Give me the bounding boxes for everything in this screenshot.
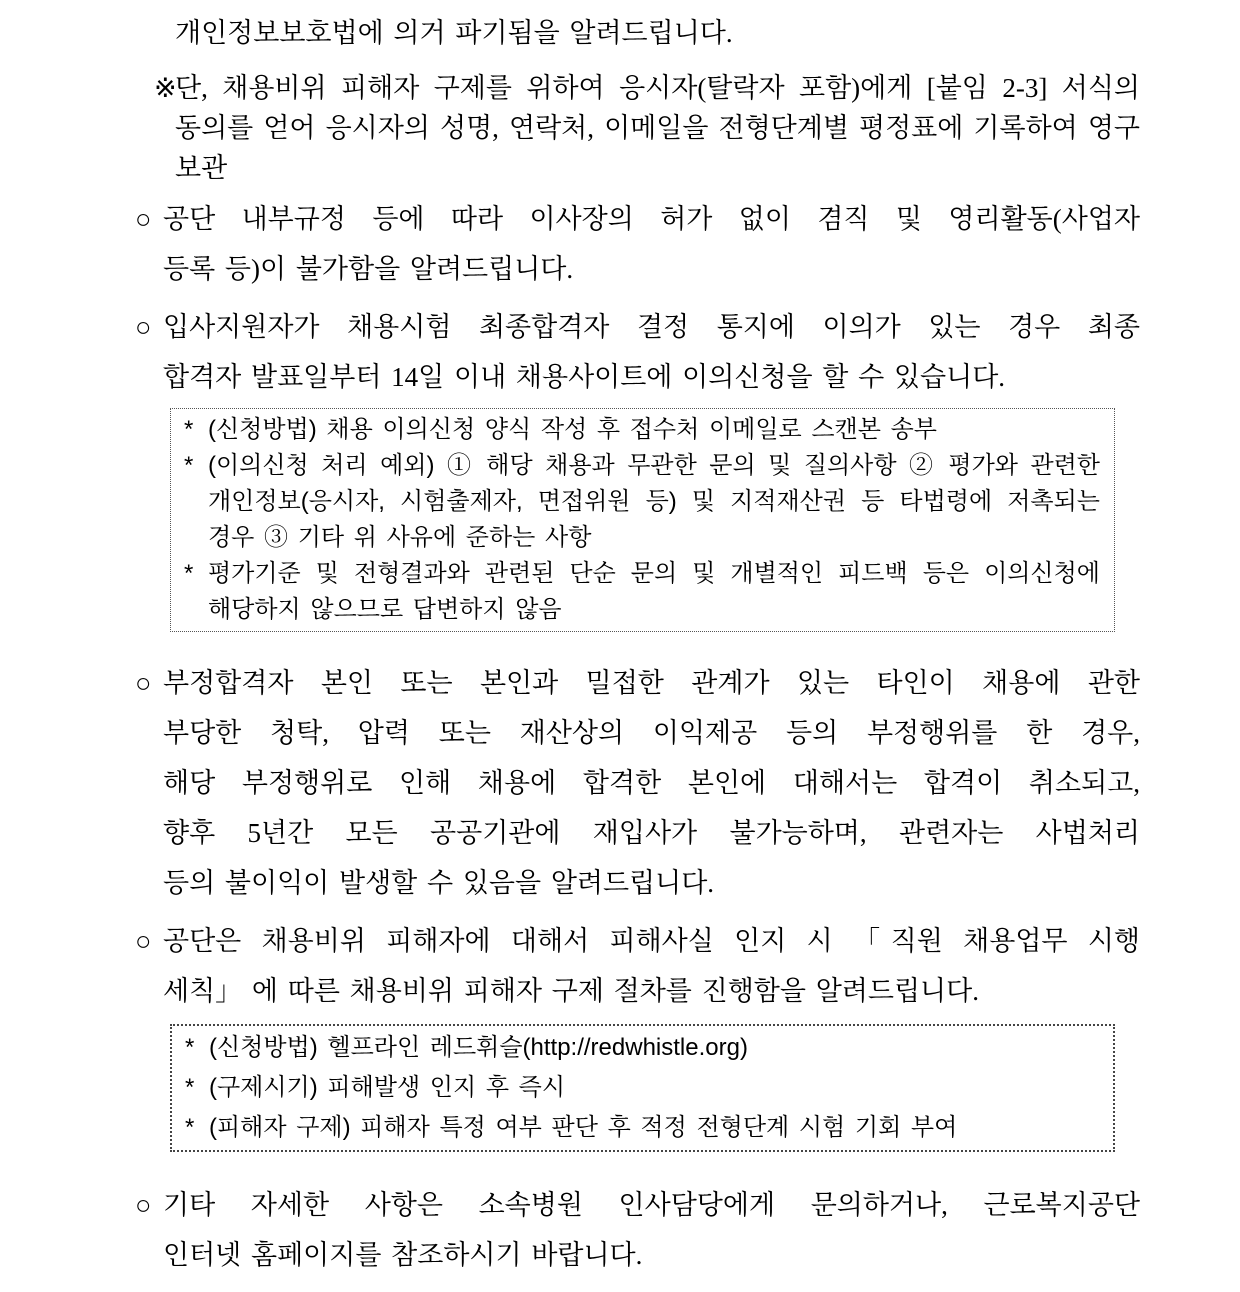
text-line: (이의신청 처리 예외) ① 해당 채용과 무관한 문의 및 질의사항 ② 평가와 관련한 xyxy=(208,452,1100,479)
asterisk-marker: * xyxy=(184,416,194,443)
paragraph-retention-notice xyxy=(175,8,1140,58)
asterisk-marker: * xyxy=(184,560,194,587)
text-line: 등의 불이익이 발생할 수 있음을 알려드립니다. xyxy=(163,868,715,898)
circle-bullet-marker: ○ xyxy=(135,668,152,698)
text-line: (신청방법) 헬프라인 레드휘슬(http://redwhistle.org) xyxy=(209,1034,748,1061)
text-line: 인터넷 홈페이지를 참조하시기 바랍니다. xyxy=(163,1240,643,1270)
bullet-fraud-cancellation xyxy=(135,658,1140,908)
reference-mark-icon: ※ xyxy=(154,73,177,103)
text-line: 해당하지 않으므로 답변하지 않음 xyxy=(208,596,562,623)
box-objection-procedure xyxy=(170,408,1115,632)
text-line: 부당한 청탁, 압력 또는 재산상의 이익제공 등의 부정행위를 한 경우, xyxy=(163,718,1140,748)
text-line: (구제시기) 피해발생 인지 후 즉시 xyxy=(209,1074,566,1101)
text-line: 단, 채용비위 피해자 구제를 위하여 응시자(탈락자 포함)에게 [붙임 2-3] 서식의 xyxy=(175,73,1140,103)
asterisk-marker: * xyxy=(185,1114,195,1141)
circle-bullet-marker: ○ xyxy=(135,312,152,342)
text-line: 향후 5년간 모든 공공기관에 재입사가 불가능하며, 관련자는 사법처리 xyxy=(163,818,1140,848)
box-relief-procedure xyxy=(170,1024,1115,1152)
text-line: 공단 내부규정 등에 따라 이사장의 허가 없이 겸직 및 영리활동(사업자 xyxy=(163,204,1140,234)
text-line: 부정합격자 본인 또는 본인과 밀접한 관계가 있는 타인이 채용에 관한 xyxy=(163,668,1140,698)
text-line: 보관 xyxy=(175,153,228,183)
asterisk-marker: * xyxy=(185,1074,195,1101)
list-item xyxy=(182,1108,1099,1148)
list-item xyxy=(181,448,1100,556)
bullet-objection-period xyxy=(135,302,1140,402)
text-line: 동의를 얻어 응시자의 성명, 연락처, 이메일을 전형단계별 평정표에 기록하여 영구 xyxy=(175,113,1140,143)
text-line: 공단은 채용비위 피해자에 대해서 피해사실 인지 시 「직원 채용업무 시행 xyxy=(163,926,1140,956)
list-item xyxy=(182,1068,1099,1108)
text-line: 경우 ③ 기타 위 사유에 준하는 사항 xyxy=(208,524,592,551)
circle-bullet-marker: ○ xyxy=(135,1190,152,1220)
list-item xyxy=(182,1028,1099,1068)
text-line: 개인정보보호법에 의거 파기됨을 알려드립니다. xyxy=(175,18,733,48)
bullet-contact-info xyxy=(135,1180,1140,1280)
bullet-victim-relief xyxy=(135,916,1140,1016)
text-line: 해당 부정행위로 인해 채용에 합격한 본인에 대해서는 합격이 취소되고, xyxy=(163,768,1140,798)
note-victim-relief-exception xyxy=(154,68,1140,188)
text-line: (피해자 구제) 피해자 특정 여부 판단 후 적정 전형단계 시험 기회 부여 xyxy=(209,1114,958,1141)
text-line: 등록 등)이 불가함을 알려드립니다. xyxy=(163,254,574,284)
text-line: 세칙」 에 따른 채용비위 피해자 구제 절차를 진행함을 알려드립니다. xyxy=(163,976,979,1006)
bullet-side-job-restriction xyxy=(135,194,1140,294)
asterisk-marker: * xyxy=(184,452,194,479)
asterisk-marker: * xyxy=(185,1034,195,1061)
text-line: 기타 자세한 사항은 소속병원 인사담당에게 문의하거나, 근로복지공단 xyxy=(163,1190,1140,1220)
text-line: 개인정보(응시자, 시험출제자, 면접위원 등) 및 지적재산권 등 타법령에 저촉되는 xyxy=(208,488,1100,515)
list-item xyxy=(181,556,1100,628)
list-item xyxy=(181,412,1100,448)
circle-bullet-marker: ○ xyxy=(135,926,152,956)
circle-bullet-marker: ○ xyxy=(135,204,152,234)
text-line: 평가기준 및 전형결과와 관련된 단순 문의 및 개별적인 피드백 등은 이의신청에 xyxy=(208,560,1100,587)
text-line: 합격자 발표일부터 14일 이내 채용사이트에 이의신청을 할 수 있습니다. xyxy=(163,362,1006,392)
text-line: 입사지원자가 채용시험 최종합격자 결정 통지에 이의가 있는 경우 최종 xyxy=(163,312,1140,342)
text-line: (신청방법) 채용 이의신청 양식 작성 후 접수처 이메일로 스캔본 송부 xyxy=(208,416,937,443)
